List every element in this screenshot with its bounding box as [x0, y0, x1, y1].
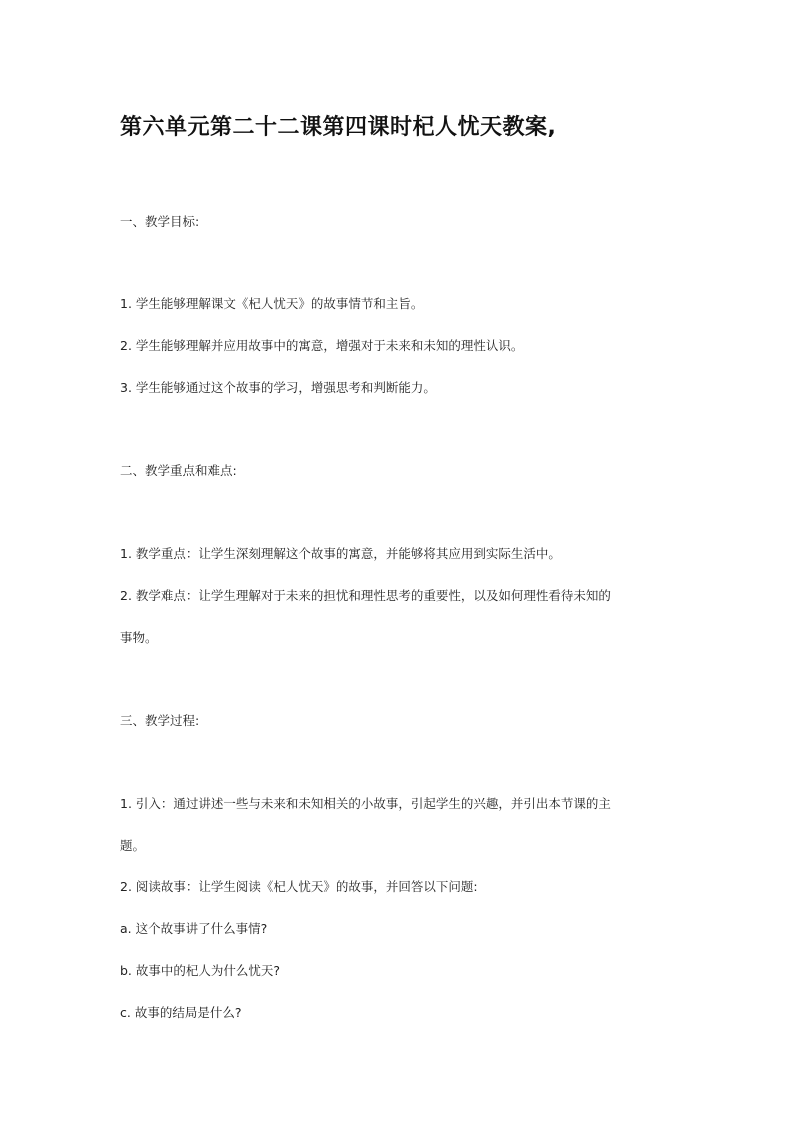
question-a: a. 这个故事讲了什么事情? [120, 921, 268, 936]
section-heading-process: 三、教学过程: [120, 713, 200, 728]
question-b: b. 故事中的杞人为什么忧天? [120, 963, 281, 978]
section-heading-objectives: 一、教学目标: [120, 214, 200, 229]
objective-item-2: 2. 学生能够理解并应用故事中的寓意，增强对于未来和未知的理性认识。 [120, 338, 524, 353]
process-item-1: 1. 引入：通过讲述一些与未来和未知相关的小故事，引起学生的兴趣，并引出本节课的主 [120, 796, 611, 811]
document-title: 第六单元第二十二课第四课时杞人忧天教案, [120, 115, 557, 140]
objective-item-1: 1. 学生能够理解课文《杞人忧天》的故事情节和主旨。 [120, 296, 424, 311]
section-heading-key-points: 二、教学重点和难点: [120, 463, 237, 478]
key-point-item-2-continued: 事物。 [120, 630, 158, 645]
process-item-2: 2. 阅读故事：让学生阅读《杞人忧天》的故事，并回答以下问题: [120, 879, 478, 894]
question-c: c. 故事的结局是什么? [120, 1005, 242, 1020]
objective-item-3: 3. 学生能够通过这个故事的学习，增强思考和判断能力。 [120, 380, 436, 395]
key-point-item-2: 2. 教学难点：让学生理解对于未来的担忧和理性思考的重要性，以及如何理性看待未知的 [120, 588, 611, 603]
process-item-1-continued: 题。 [120, 838, 146, 853]
key-point-item-1: 1. 教学重点：让学生深刻理解这个故事的寓意，并能够将其应用到实际生活中。 [120, 546, 561, 561]
